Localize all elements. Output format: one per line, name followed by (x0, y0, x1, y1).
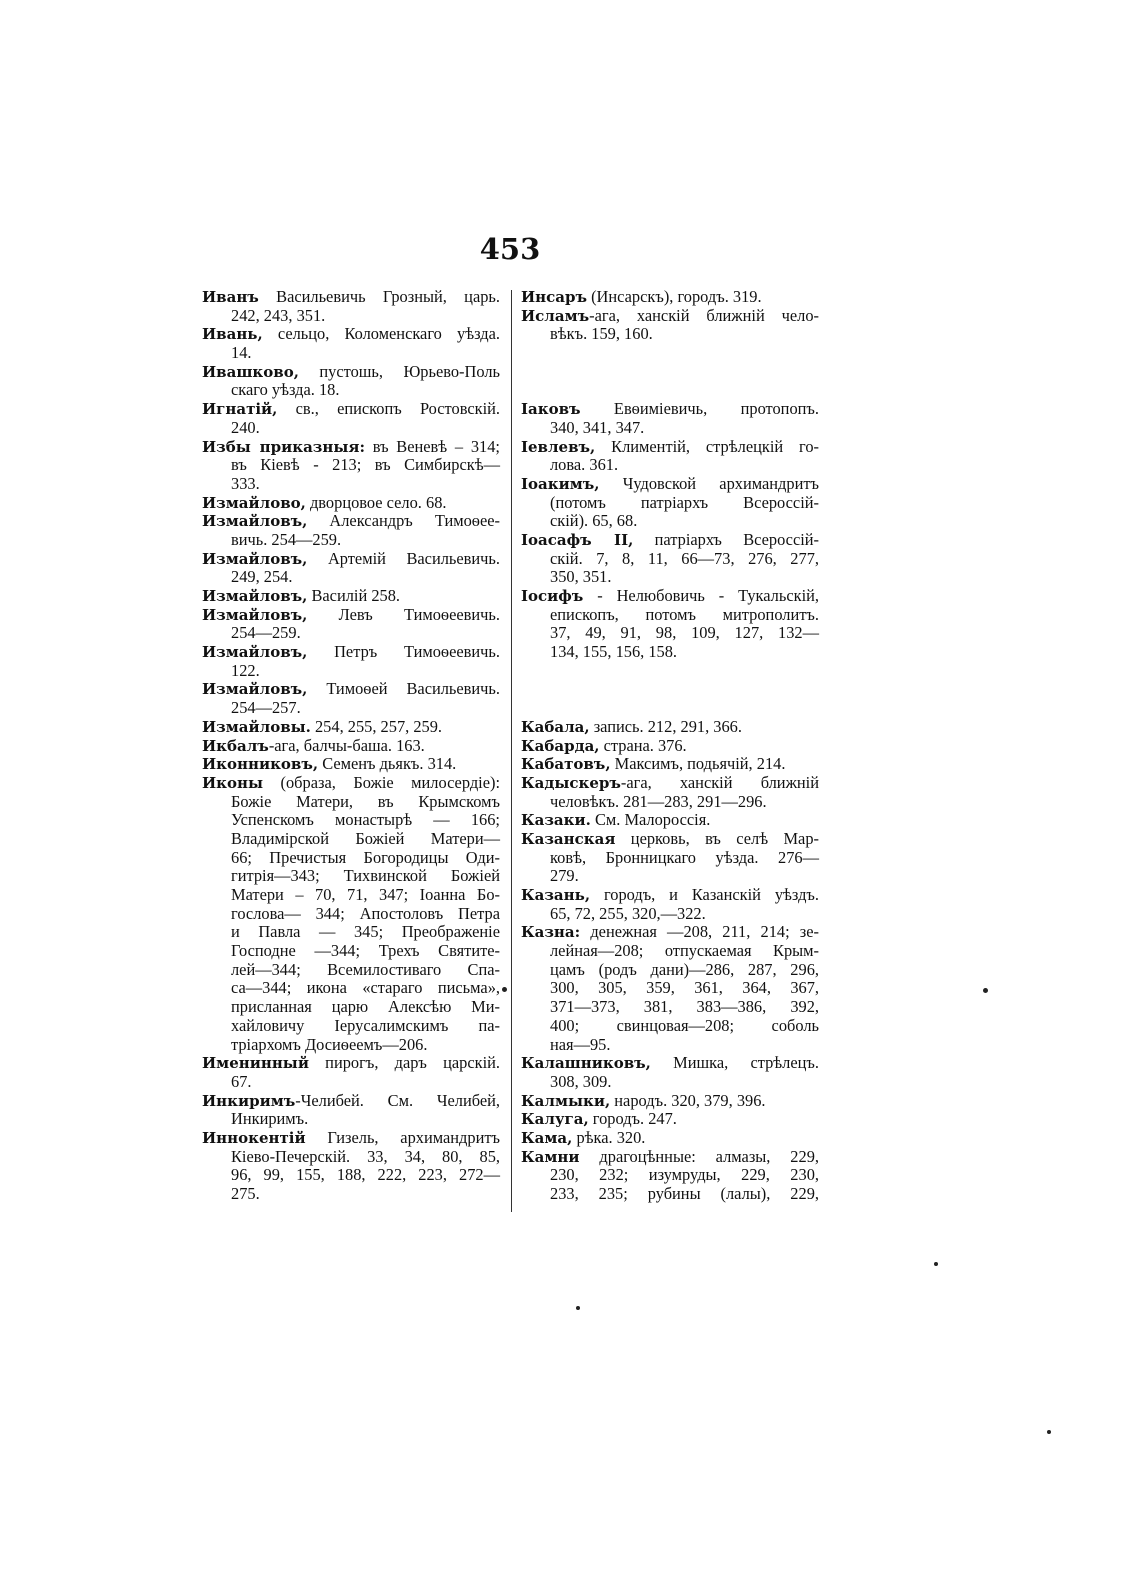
entry-headword: Кабарда, (521, 736, 600, 755)
entry-text: 134, 155, 156, 158. (550, 642, 678, 662)
index-entry-line (202, 512, 500, 531)
entry-headword: Казанская (521, 829, 616, 848)
entry-text: городъ, и Казанскій уѣздъ. (590, 885, 819, 904)
entry-text: 254, 255, 257, 259. (310, 716, 443, 736)
index-continuation-line (202, 307, 500, 326)
entry-text: присланная царю Алексѣю Ми- (231, 997, 500, 1017)
entry-text: 275. (231, 1184, 260, 1203)
index-entry-line (202, 755, 500, 774)
index-entry-line (521, 1092, 819, 1111)
ink-speck (983, 988, 988, 993)
entry-text: тріархомъ Досиѳеемъ—206. (231, 1034, 428, 1054)
entry-text: страна. 376. (599, 735, 687, 755)
entry-text: -Челибей. См. Челибей, (295, 1090, 500, 1110)
entry-headword: Иннокентій (202, 1128, 306, 1147)
index-continuation-line (202, 1017, 500, 1036)
entry-headword: Иконниковъ, (202, 755, 319, 774)
index-entry-line (521, 531, 819, 550)
column-gap (521, 699, 819, 718)
entry-text: 371—373, 381, 383—386, 392, (550, 997, 819, 1017)
entry-headword: Измайловъ, (202, 605, 308, 624)
index-continuation-line (202, 699, 500, 718)
entry-text: (потомъ патріархъ Всероссій- (550, 492, 819, 512)
entry-headword: Измайловъ, (202, 587, 308, 605)
index-continuation-line (521, 643, 819, 662)
entry-text: Успенскомъ монастырѣ — 166; (231, 810, 500, 830)
entry-text: 400; свинцовая—208; соболь (550, 1015, 819, 1035)
entry-headword: Кабатовъ, (521, 755, 611, 774)
index-entry-line (521, 438, 819, 457)
index-entry-line (521, 830, 819, 849)
index-continuation-line (202, 905, 500, 924)
index-entry-line (521, 886, 819, 905)
left-column (202, 288, 500, 1204)
entry-text: Господне —344; Трехъ Святите- (231, 941, 500, 961)
page-number: 453 (479, 232, 541, 266)
index-entry-line (521, 400, 819, 419)
entry-headword: Иванъ (202, 288, 259, 306)
entry-headword: Іаковъ (521, 400, 581, 419)
entry-text: См. Малороссія. (590, 810, 711, 830)
entry-text: 350, 351. (550, 567, 612, 587)
entry-headword: Иконы (202, 773, 264, 792)
index-continuation-line (521, 568, 819, 587)
entry-text: 65, 72, 255, 320,—322. (550, 903, 706, 923)
index-continuation-line (202, 793, 500, 812)
entry-text: 242, 243, 351. (231, 305, 326, 325)
index-continuation-line (202, 849, 500, 868)
entry-text: человѣкъ. 281—283, 291—296. (550, 791, 767, 811)
index-continuation-line (521, 905, 819, 924)
entry-text: запись. 212, 291, 366. (589, 716, 742, 736)
entry-text: 254—259. (231, 623, 301, 643)
entry-text: 300, 305, 359, 361, 364, 367, (550, 978, 819, 998)
entry-text: скій. 7, 8, 11, 66—73, 276, 277, (550, 548, 819, 568)
entry-headword: Калуга, (521, 1110, 589, 1129)
index-entry-line (521, 1148, 819, 1167)
index-continuation-line (521, 550, 819, 569)
column-gap (521, 680, 819, 699)
index-continuation-line (521, 624, 819, 643)
entry-text: цамъ (родъ дани)—286, 287, 296, (550, 959, 819, 979)
index-entry-line (521, 475, 819, 494)
entry-text: 240. (231, 417, 260, 437)
entry-text: 37, 49, 91, 98, 109, 127, 132— (550, 623, 819, 643)
index-continuation-line (202, 568, 500, 587)
entry-text: денежная —208, 211, 214; зе- (580, 922, 819, 942)
entry-text: скій). 65, 68. (550, 511, 638, 531)
index-entry-line (202, 325, 500, 344)
entry-headword: Ивашково, (202, 362, 299, 381)
index-continuation-line (202, 531, 500, 550)
index-continuation-line (202, 998, 500, 1017)
entry-text: св., епископъ Ростовскій. (277, 399, 500, 419)
entry-text: -ага, ханскій ближній (620, 772, 819, 792)
entry-text: Матери – 70, 71, 347; Іоанна Бо- (231, 885, 500, 904)
entry-text: народъ. 320, 379, 396. (610, 1090, 766, 1110)
entry-text: 279. (550, 866, 579, 886)
index-entry-line (202, 1092, 500, 1111)
column-gap (521, 662, 819, 681)
entry-text: патріархъ Всероссій- (633, 529, 820, 549)
entry-headword: Именинный (202, 1054, 309, 1073)
entry-text: Кіево-Печерскій. 33, 34, 80, 85, (231, 1146, 500, 1166)
entry-text: лей—344; Всемилостиваго Спа- (231, 959, 500, 979)
entry-text: гитрія—343; Тихвинской Божіей (231, 866, 500, 886)
index-entry-line (521, 718, 819, 737)
index-continuation-line (202, 1166, 500, 1185)
entry-headword: Измайловъ, (202, 549, 308, 568)
index-continuation-line (202, 867, 500, 886)
entry-text: Петръ Тимоѳеевичь. (307, 642, 500, 662)
index-entry-line (202, 438, 500, 457)
entry-headword: Исламъ (521, 306, 590, 325)
index-continuation-line (521, 419, 819, 438)
index-continuation-line (202, 811, 500, 830)
index-entry-line (202, 363, 500, 382)
entry-headword: Іоасафъ II, (521, 530, 634, 549)
entry-headword: Казань, (521, 886, 591, 904)
column-gap (521, 344, 819, 363)
entry-text: са—344; икона «стараго письма», (231, 978, 500, 998)
entry-headword: Инкиримъ (202, 1091, 296, 1110)
index-entry-line (521, 755, 819, 774)
entry-text: 96, 99, 155, 188, 222, 223, 272— (231, 1165, 500, 1185)
index-entry-line (202, 606, 500, 625)
index-continuation-line (202, 1036, 500, 1055)
entry-headword: Избы приказныя: (202, 437, 365, 456)
index-continuation-line (202, 961, 500, 980)
entry-text: 14. (231, 343, 252, 363)
index-continuation-line (521, 979, 819, 998)
column-gap (521, 381, 819, 400)
index-entry-line (521, 1129, 819, 1148)
index-entry-line (202, 587, 500, 606)
entry-text: Климентій, стрѣлецкій го- (595, 436, 819, 456)
entry-text: городъ. 247. (588, 1109, 677, 1129)
entry-text: Божіе Матери, въ Крымскомъ (231, 791, 500, 811)
index-continuation-line (202, 662, 500, 681)
entry-text: Мишка, стрѣлецъ. (650, 1053, 819, 1073)
entry-headword: Казна: (521, 923, 581, 942)
entry-text: Левъ Тимоѳеевичь. (307, 604, 500, 624)
entry-headword: Кабала, (521, 717, 590, 736)
entry-text: Инкиримъ. (231, 1109, 309, 1129)
index-continuation-line (521, 849, 819, 868)
index-entry-line (202, 1054, 500, 1073)
entry-text: епископъ, потомъ митрополитъ. (550, 604, 819, 624)
index-continuation-line (202, 979, 500, 998)
entry-text: хайловичу Іерусалимскимъ па- (231, 1015, 500, 1035)
entry-text: (Инсарскъ), городъ. 319. (587, 287, 762, 306)
index-entry-line (521, 1054, 819, 1073)
index-continuation-line (202, 1110, 500, 1129)
column-divider (511, 290, 512, 1212)
entry-text: лова. 361. (550, 455, 619, 475)
entry-text: Василій 258. (307, 586, 400, 605)
ink-speck (576, 1306, 580, 1310)
index-continuation-line (521, 793, 819, 812)
entry-headword: Іосифъ (521, 587, 584, 605)
index-continuation-line (202, 419, 500, 438)
entry-headword: Калашниковъ, (521, 1054, 651, 1073)
index-continuation-line (202, 1073, 500, 1092)
entry-headword: Измайловъ, (202, 643, 308, 662)
entry-headword: Калмыки, (521, 1091, 611, 1110)
index-entry-line (202, 737, 500, 756)
entry-text: Семенъ дьякъ. 314. (318, 754, 457, 774)
entry-headword: Измайловъ, (202, 512, 308, 531)
entry-text: - Нелюбовичь - Тукальскій, (583, 586, 819, 605)
index-continuation-line (521, 867, 819, 886)
index-entry-line (202, 400, 500, 419)
entry-text: 122. (231, 660, 260, 680)
entry-text: 249, 254. (231, 567, 293, 587)
ink-speck (934, 1262, 938, 1266)
entry-text: гослова— 344; Апостоловъ Петра (231, 903, 500, 923)
entry-headword: Измайлово, (202, 493, 306, 512)
index-continuation-line (521, 1185, 819, 1204)
entry-text: ковѣ, Бронницкаго уѣзда. 276— (550, 847, 819, 867)
entry-text: скаго уѣзда. 18. (231, 380, 340, 400)
index-entry-line (521, 774, 819, 793)
entry-text: Евѳиміевичь, протопопъ. (580, 399, 819, 419)
entry-text: пирогъ, даръ царскій. (308, 1053, 500, 1073)
entry-text: Александръ Тимоѳее- (307, 511, 500, 531)
entry-headword: Казаки. (521, 811, 591, 830)
index-continuation-line (521, 1166, 819, 1185)
entry-text: въ Кіевѣ - 213; въ Симбирскѣ— (231, 455, 500, 475)
column-gap (521, 363, 819, 382)
entry-text: и Павла — 345; Преображеніе (231, 922, 500, 942)
entry-text: рѣка. 320. (572, 1127, 646, 1147)
entry-text: Максимъ, подьячій, 214. (610, 754, 786, 774)
entry-headword: Кама, (521, 1128, 573, 1147)
entry-text: 333. (231, 473, 260, 493)
index-continuation-line (202, 456, 500, 475)
index-continuation-line (202, 475, 500, 494)
index-entry-line (202, 550, 500, 569)
index-continuation-line (202, 344, 500, 363)
index-continuation-line (202, 923, 500, 942)
index-continuation-line (202, 942, 500, 961)
index-continuation-line (521, 1073, 819, 1092)
entry-text: 254—257. (231, 698, 301, 718)
index-continuation-line (521, 325, 819, 344)
entry-text: вичь. 254—259. (231, 529, 342, 549)
entry-text: въ Веневѣ – 314; (365, 436, 500, 456)
index-entry-line (521, 288, 819, 307)
index-entry-line (521, 811, 819, 830)
entry-text: лейная—208; отпускаемая Крым- (550, 941, 819, 961)
entry-text: Гизель, архимандритъ (305, 1127, 500, 1147)
index-continuation-line (521, 606, 819, 625)
entry-headword: Измайловъ, (202, 680, 308, 699)
entry-text: 340, 341, 347. (550, 417, 645, 437)
index-entry-line (521, 923, 819, 942)
index-entry-line (521, 587, 819, 606)
index-entry-line (202, 643, 500, 662)
entry-text: 230, 232; изумруды, 229, 230, (550, 1165, 819, 1185)
entry-text: Васильевичь Грозный, царь. (258, 287, 500, 306)
index-continuation-line (202, 830, 500, 849)
entry-text: -ага, ханскій ближній чело- (589, 305, 819, 325)
entry-headword: Инсаръ (521, 288, 587, 306)
entry-text: 66; Пречистыя Богородицы Оди- (231, 847, 500, 867)
entry-headword: Камни (521, 1147, 580, 1166)
entry-text: 233, 235; рубины (лалы), 229, (550, 1184, 819, 1203)
entry-text: сельцо, Коломенскаго уѣзда. (262, 324, 500, 344)
entry-text: Чудовской архимандритъ (599, 473, 819, 493)
entry-headword: Ивань, (202, 325, 263, 344)
index-entry-line (521, 1110, 819, 1129)
ink-speck (502, 987, 507, 992)
index-entry-line (202, 680, 500, 699)
index-continuation-line (202, 624, 500, 643)
entry-text: дворцовое село. 68. (305, 492, 447, 512)
index-continuation-line (521, 456, 819, 475)
entry-headword: Іоакимъ, (521, 474, 600, 493)
entry-text: вѣкъ. 159, 160. (550, 324, 653, 344)
index-continuation-line (202, 886, 500, 905)
index-continuation-line (202, 1148, 500, 1167)
index-entry-line (202, 288, 500, 307)
entry-text: 308, 309. (550, 1071, 612, 1091)
index-entry-line (202, 774, 500, 793)
index-continuation-line (521, 512, 819, 531)
entry-headword: Измайловы. (202, 717, 311, 736)
index-continuation-line (521, 1017, 819, 1036)
entry-headword: Кадыскеръ (521, 773, 621, 792)
entry-text: Артемій Васильевичь. (307, 548, 500, 568)
index-entry-line (202, 494, 500, 513)
index-continuation-line (521, 942, 819, 961)
index-entry-line (521, 737, 819, 756)
entry-text: церковь, въ селѣ Мар- (615, 828, 819, 848)
index-continuation-line (202, 1185, 500, 1204)
index-continuation-line (521, 961, 819, 980)
entry-text: Владимірской Божіей Матери— (231, 828, 500, 848)
entry-headword: Игнатій, (202, 400, 278, 419)
index-continuation-line (521, 1036, 819, 1055)
index-entry-line (202, 718, 500, 737)
entry-text: -ага, балчы-баша. 163. (268, 735, 425, 755)
ink-speck (1047, 1430, 1051, 1434)
index-continuation-line (521, 494, 819, 513)
entry-headword: Іевлевъ, (521, 437, 596, 456)
entry-text: 67. (231, 1071, 252, 1091)
entry-text: драгоцѣнные: алмазы, 229, (579, 1146, 819, 1166)
entry-text: ная—95. (550, 1034, 611, 1054)
index-continuation-line (521, 998, 819, 1017)
entry-headword: Икбалъ (202, 736, 269, 755)
entry-text: (образа, Божіе милосердіе): (263, 772, 500, 792)
index-entry-line (521, 307, 819, 326)
index-entry-line (202, 1129, 500, 1148)
index-continuation-line (202, 381, 500, 400)
entry-text: пустошь, Юрьево-Поль (298, 361, 500, 381)
entry-text: Тимоѳей Васильевичь. (307, 679, 500, 699)
right-column (521, 288, 819, 1204)
